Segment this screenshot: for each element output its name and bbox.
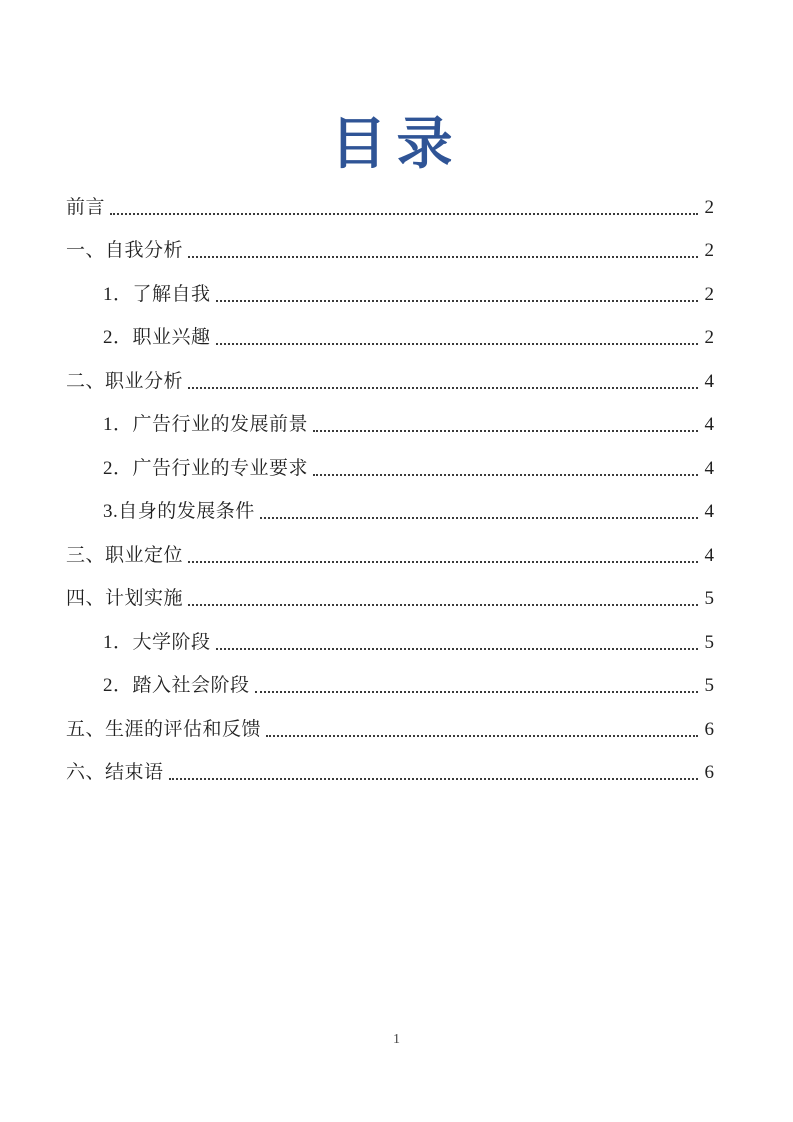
toc-entry[interactable] <box>66 673 714 698</box>
toc-entry-page: 4 <box>704 544 714 566</box>
toc-entry[interactable] <box>66 195 714 220</box>
toc-entry-label: 2．踏入社会阶段 <box>103 675 250 697</box>
toc-entry-page: 2 <box>704 196 714 218</box>
toc-entry-label: 1．大学阶段 <box>103 631 211 653</box>
toc-entry-page: 2 <box>704 327 714 349</box>
toc-dot-leader <box>216 300 698 302</box>
toc-entry-page: 4 <box>704 457 714 479</box>
toc-dot-leader <box>255 691 698 693</box>
toc-entry-label: 2．广告行业的专业要求 <box>103 457 309 479</box>
toc-entry-page: 5 <box>704 631 714 653</box>
toc-dot-leader <box>260 517 698 519</box>
toc-dot-leader <box>188 387 698 389</box>
toc-entry-label: 2．职业兴趣 <box>103 327 211 349</box>
footer-page-number: 1 <box>393 1032 400 1047</box>
toc-entry-page: 4 <box>704 501 714 523</box>
toc-entry-label: 3.自身的发展条件 <box>103 501 255 523</box>
toc-entry-page: 6 <box>704 762 714 784</box>
toc-entry-label: 一、自我分析 <box>66 240 184 262</box>
toc-entry[interactable] <box>66 586 714 611</box>
toc-dot-leader <box>266 735 698 737</box>
toc-entry-label: 六、结束语 <box>66 762 164 784</box>
toc-dot-leader <box>188 561 698 563</box>
toc-entry-page: 2 <box>704 240 714 262</box>
toc-dot-leader <box>188 604 698 606</box>
toc-entry[interactable] <box>66 760 714 785</box>
toc-dot-leader <box>169 778 698 780</box>
toc-entry-page: 5 <box>704 588 714 610</box>
toc-entry-page: 5 <box>704 675 714 697</box>
toc-entry[interactable] <box>66 630 714 655</box>
toc-entry-page: 6 <box>704 718 714 740</box>
toc-entry[interactable] <box>66 499 714 524</box>
toc-entry[interactable] <box>66 456 714 481</box>
toc-dot-leader <box>188 256 698 258</box>
toc-entry-label: 四、计划实施 <box>66 588 184 610</box>
toc-list <box>0 195 793 786</box>
toc-entry[interactable] <box>66 717 714 742</box>
toc-entry[interactable] <box>66 412 714 437</box>
toc-entry[interactable] <box>66 238 714 263</box>
toc-entry[interactable] <box>66 369 714 394</box>
toc-entry-page: 2 <box>704 283 714 305</box>
toc-entry-page: 4 <box>704 414 714 436</box>
toc-entry-label: 1．了解自我 <box>103 283 211 305</box>
toc-entry-label: 前言 <box>66 196 106 218</box>
toc-entry-label: 1．广告行业的发展前景 <box>103 414 309 436</box>
toc-dot-leader <box>313 474 698 476</box>
toc-dot-leader <box>313 430 698 432</box>
toc-entry[interactable] <box>66 325 714 350</box>
toc-entry-label: 五、生涯的评估和反馈 <box>66 718 262 740</box>
toc-entry[interactable] <box>66 543 714 568</box>
toc-entry-label: 二、职业分析 <box>66 370 184 392</box>
toc-entry-page: 4 <box>704 370 714 392</box>
toc-dot-leader <box>216 648 698 650</box>
toc-dot-leader <box>110 213 698 215</box>
page-title: 目录 <box>330 114 463 176</box>
toc-dot-leader <box>216 343 698 345</box>
toc-entry-label: 三、职业定位 <box>66 544 184 566</box>
toc-entry[interactable] <box>66 282 714 307</box>
